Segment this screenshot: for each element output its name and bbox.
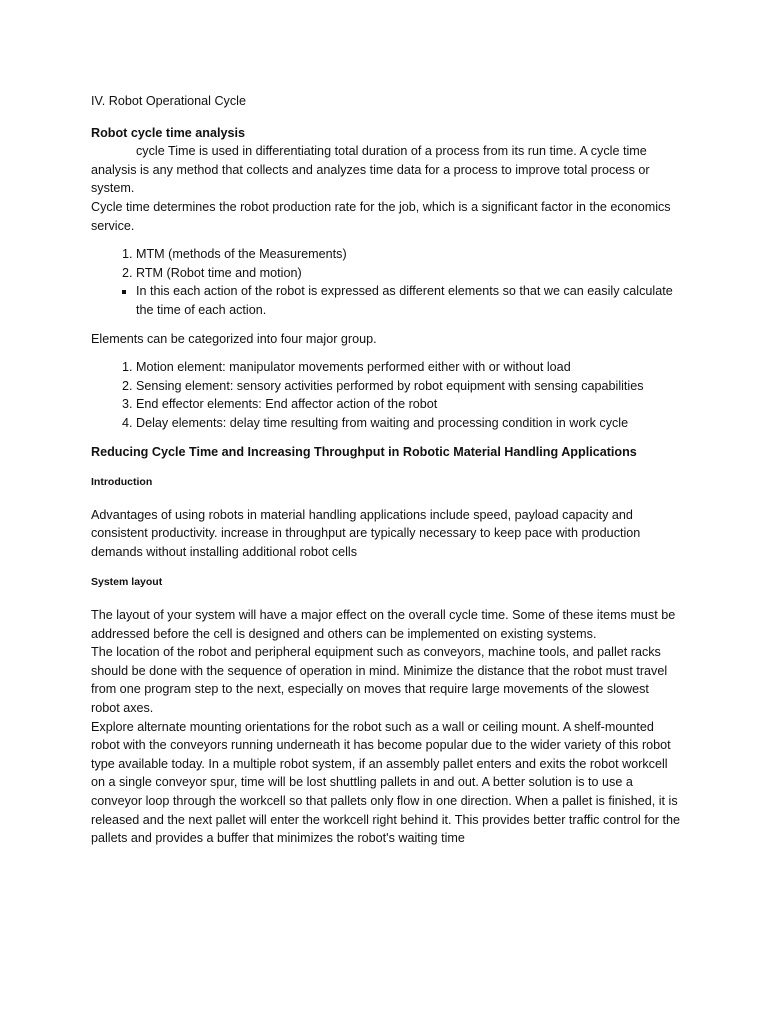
paragraph-mounting-orientations: Explore alternate mounting orientations for the robot such as a wall or ceiling mount. A shelf-mounted robot with the conveyors running underneath it has become popular due to the wider variety of this robot type available today. In a multiple robot system, if an assembly pallet enters and exits the robot workcell on a single conveyor spur, time will be lost shuttling pallets in and out. A better solution is to use a conveyor loop through the workcell so that pallets only flow in one direction. When a pallet is finished, it is released and the next pallet will enter the workcell right behind it. This provides better traffic control for the pallets and provides a buffer that minimizes the robot's waiting time — [91, 719, 680, 846]
heading-reducing-cycle-time: Reducing Cycle Time and Increasing Throughput in Robotic Material Handling Applications — [91, 444, 637, 459]
paragraph-cycle-time-definition: cycle Time is used in differentiating total duration of a process from its run time. A cycle time analysis is any method that collects and analyzes time data for a process to improve total process or system. — [91, 144, 650, 196]
list-item: 1. MTM (methods of the Measurements) — [136, 245, 680, 264]
elements-list — [91, 358, 680, 432]
paragraph-robot-location: The location of the robot and peripheral equipment such as conveyors, machine tools, and pallet racks should be done with the sequence of operation in mind. Minimize the distance that the robot must travel from one program step to the next, especially on moves that require large movements of the slowest robot axes. — [91, 645, 668, 716]
list-item: 4. Delay elements: delay time resulting from waiting and processing condition in work cycle — [136, 414, 680, 433]
list-item: 1. Motion element: manipulator movements performed either with or without load — [136, 358, 680, 377]
section-title: IV. Robot Operational Cycle — [91, 94, 246, 108]
list-item: 2. Sensing element: sensory activities performed by robot equipment with sensing capabilities — [136, 377, 680, 396]
heading-introduction: Introduction — [91, 476, 153, 489]
bullet-item: ▪ In this each action of the robot is expressed as different elements so that we can easily calculate the time of each action. — [136, 282, 680, 319]
paragraph-cycle-time-production-rate: Cycle time determines the robot production rate for the job, which is a significant factor in the economics service. — [91, 199, 671, 233]
heading-system-layout: System layout — [91, 576, 163, 589]
paragraph-elements-groups: Elements can be categorized into four major group. — [91, 331, 377, 346]
list-item: 2. RTM (Robot time and motion) — [136, 264, 680, 283]
methods-bullet-list — [91, 282, 680, 319]
paragraph-introduction: Advantages of using robots in material handling applications include speed, payload capacity and consistent productivity. increase in throughput are typically necessary to keep pace with production demands without installing additional robot cells — [91, 507, 641, 559]
heading-cycle-time-analysis: Robot cycle time analysis — [91, 125, 245, 140]
paragraph-layout-effect: The layout of your system will have a major effect on the overall cycle time. Some of these items must be addressed before the cell is designed and others can be implemented on existing systems. — [91, 608, 676, 641]
list-item: 3. End effector elements: End affector action of the robot — [136, 395, 680, 414]
methods-list — [91, 245, 680, 282]
